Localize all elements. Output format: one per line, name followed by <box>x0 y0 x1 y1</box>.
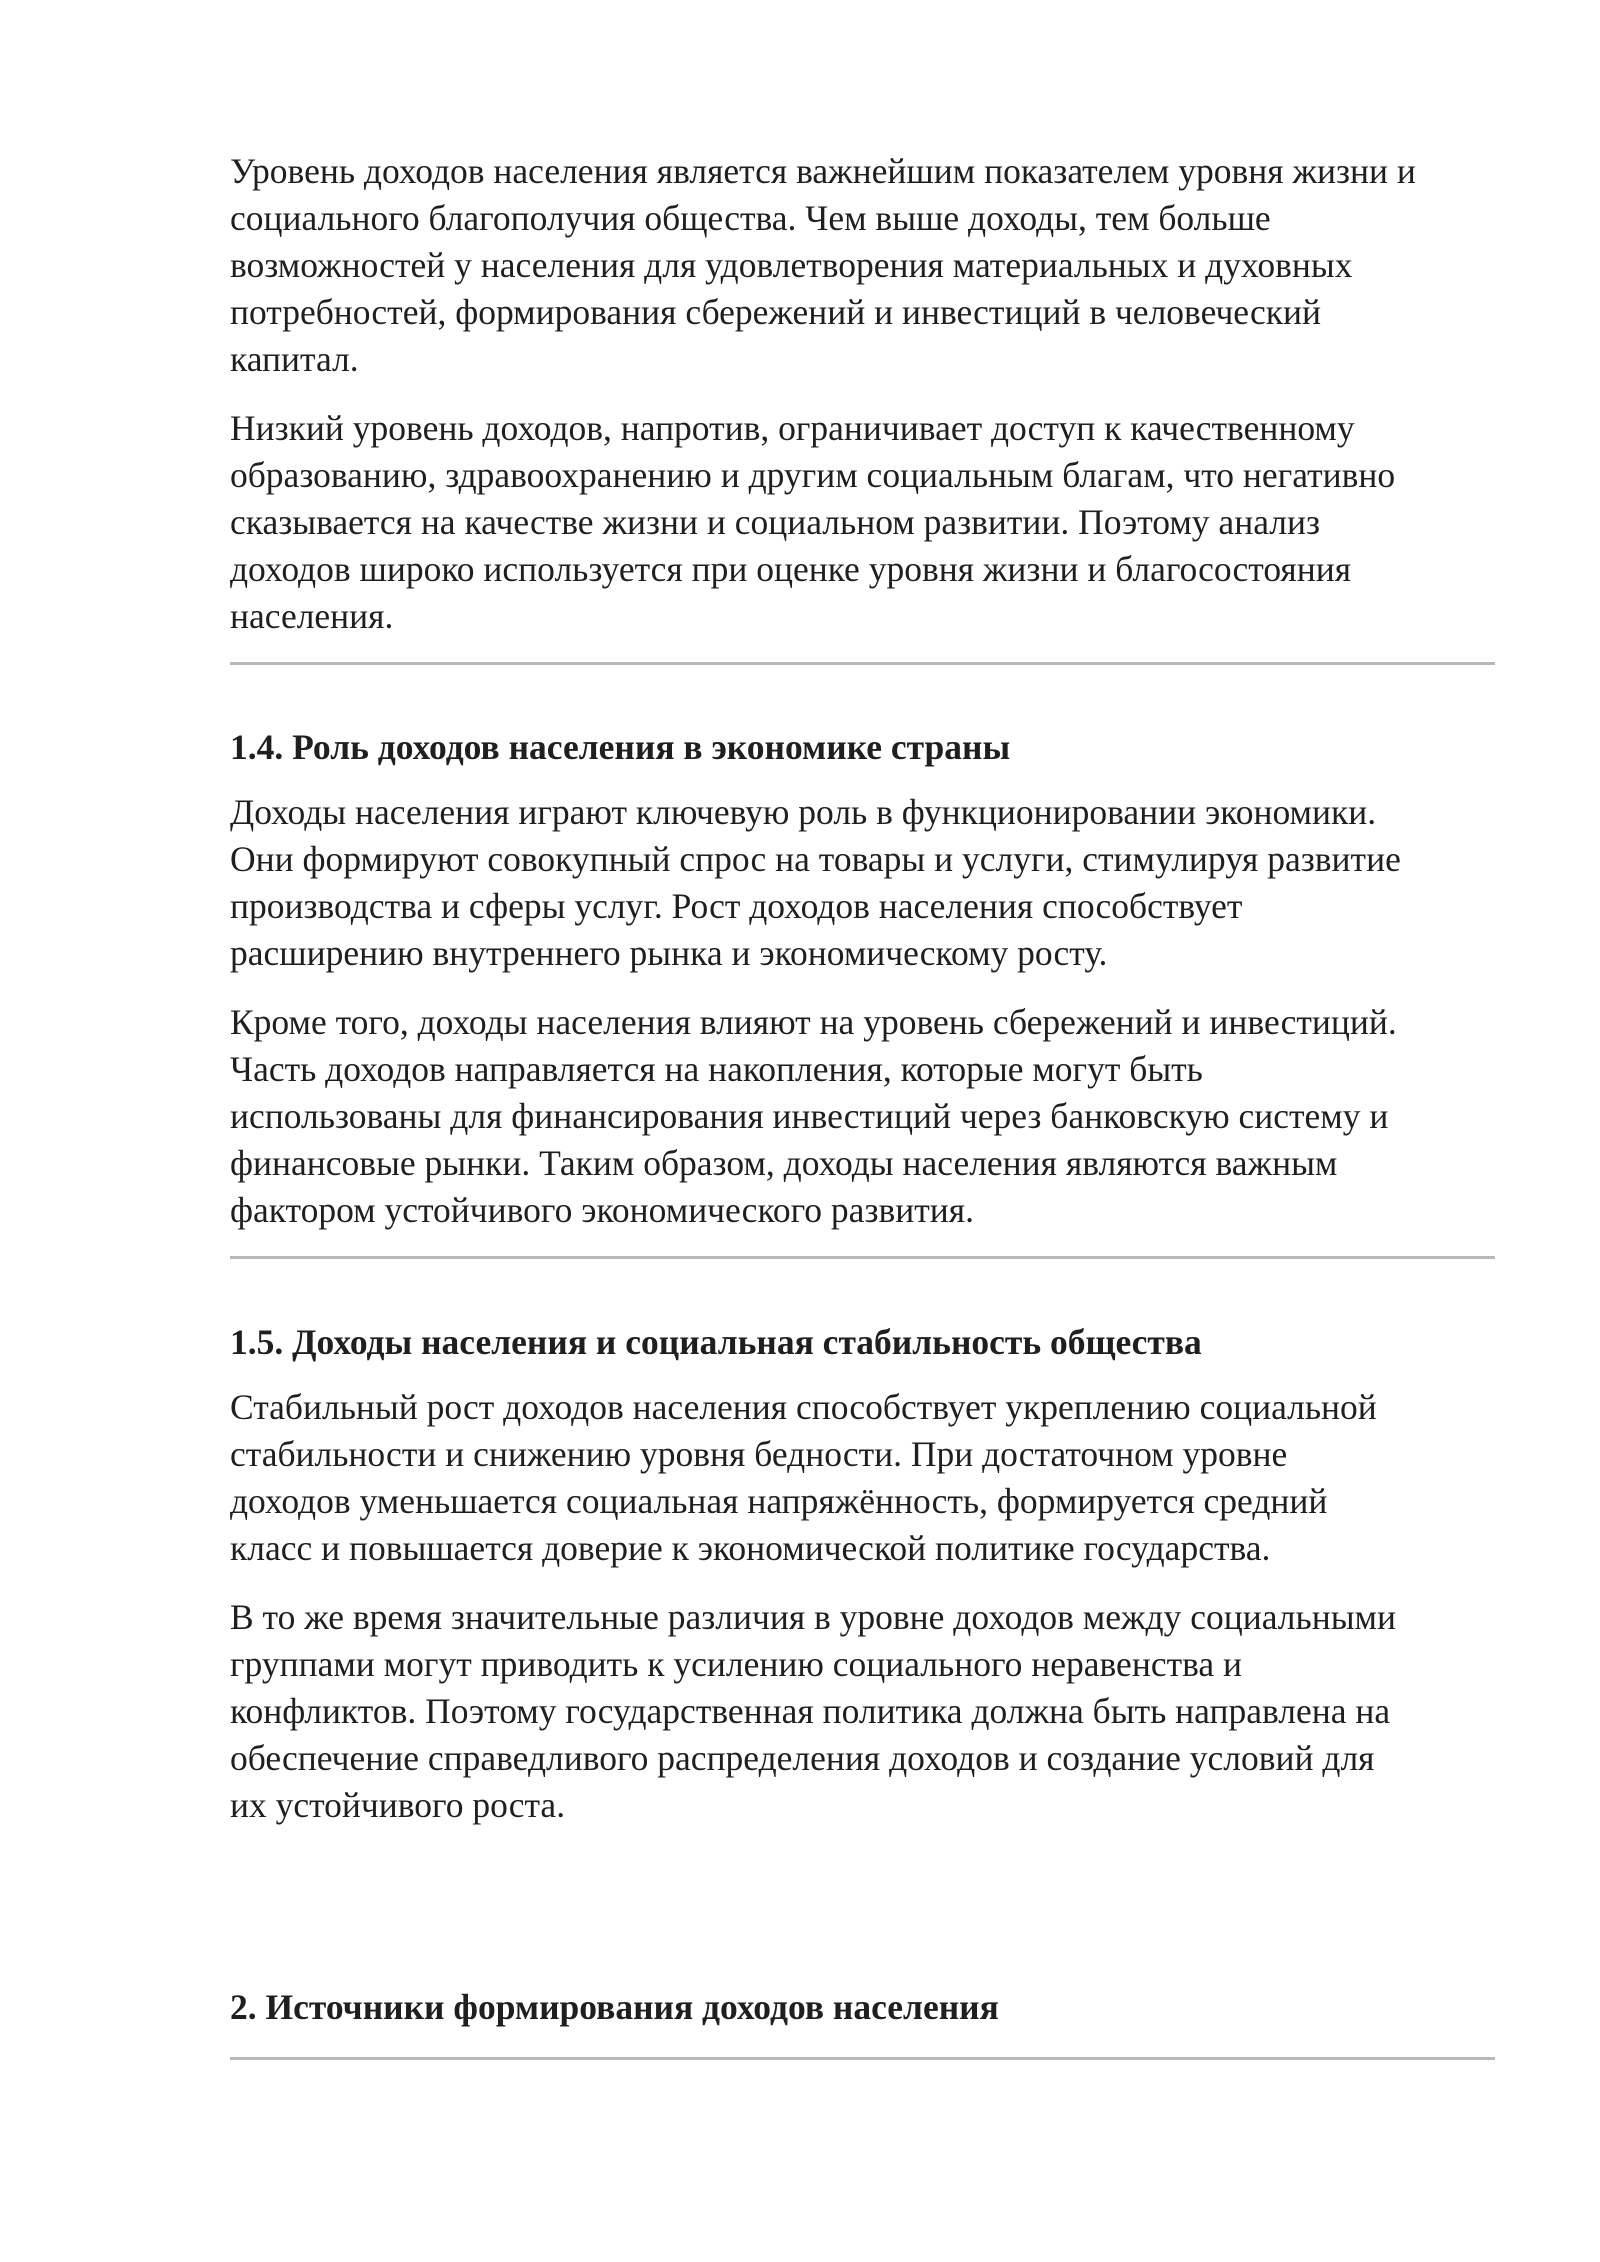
section-1-5-paragraph-1: Стабильный рост доходов населения способствует укреплению социальной стабильности и снижению уровня бедности. При достаточном уровне доходов уменьшается социальная напряжённость, формируется средний класс и повышается доверие к экономической политике государства. <box>230 1387 1377 1568</box>
section-1-5-paragraph-2: В то же время значительные различия в уровне доходов между социальными группами могут приводить к усилению социального неравенства и конфликтов. Поэтому государственная политика должна быть направлена на обеспечение справедливого распределения доходов и создание условий для их устойчивого роста. <box>230 1597 1397 1825</box>
section-1-4-paragraph-2: Кроме того, доходы населения влияют на уровень сбережений и инвестиций. Часть доходов направляется на накопления, которые могут быть использованы для финансирования инвестиций через банковскую систему и финансовые рынки. Таким образом, доходы населения являются важным фактором устойчивого экономического развития. <box>230 1002 1397 1230</box>
section-heading-1-5: 1.5. Доходы населения и социальная стабильность общества <box>230 1322 1202 1362</box>
section-divider <box>230 662 1495 665</box>
intro-paragraph-1: Уровень доходов населения является важнейшим показателем уровня жизни и социального благополучия общества. Чем выше доходы, тем больше возможностей у населения для удовлетворения материальных и духовных потребностей, формирования сбережений и инвестиций в человеческий капитал. <box>230 151 1416 379</box>
section-1-4-paragraph-1: Доходы населения играют ключевую роль в функционировании экономики. Они формируют совокупный спрос на товары и услуги, стимулируя развитие производства и сферы услуг. Рост доходов населения способствует расширению внутреннего рынка и экономическому росту. <box>230 792 1401 973</box>
section-divider <box>230 2057 1495 2060</box>
document-page <box>230 148 1495 2060</box>
section-heading-2: 2. Источники формирования доходов населения <box>230 1987 999 2027</box>
section-heading-1-4: 1.4. Роль доходов населения в экономике страны <box>230 727 1011 767</box>
section-divider <box>230 1256 1495 1259</box>
intro-paragraph-2: Низкий уровень доходов, напротив, ограничивает доступ к качественному образованию, здравоохранению и другим социальным благам, что негативно сказывается на качестве жизни и социальном развитии. Поэтому анализ доходов широко используется при оценке уровня жизни и благосостояния населения. <box>230 408 1396 636</box>
